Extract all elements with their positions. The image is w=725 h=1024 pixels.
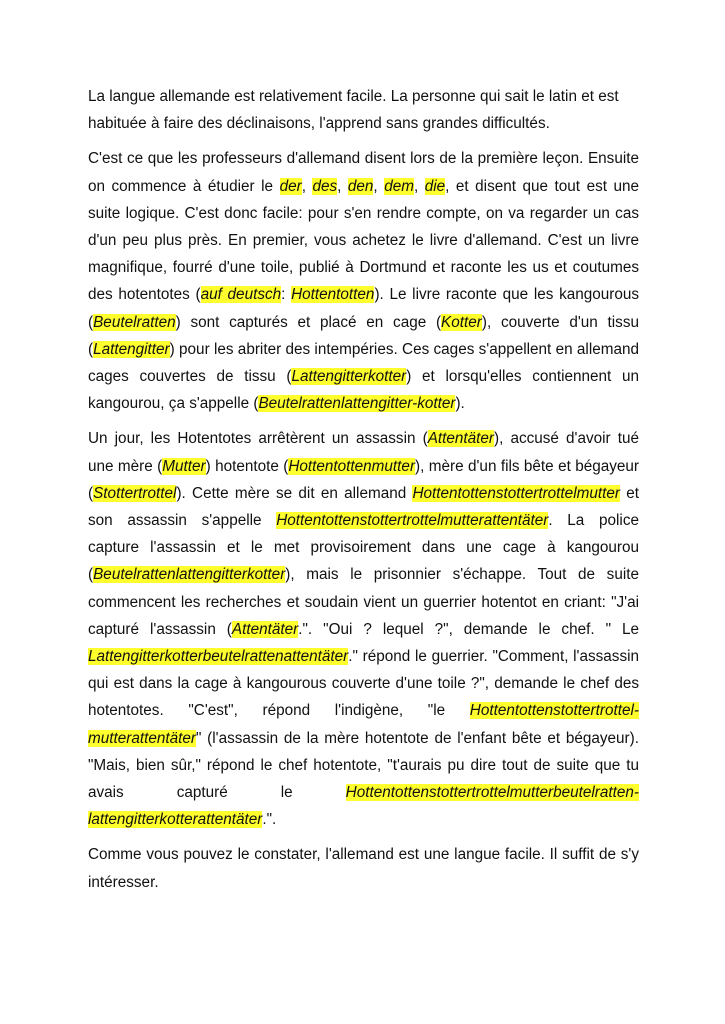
- text-run: C'est ce que les professeurs d'allemand disent lors de la première leçon. Ensuite on commence à étudier le: [88, 150, 639, 195]
- highlighted-term: Lattengitter: [93, 340, 170, 358]
- highlighted-term: Beutelratten: [93, 313, 176, 331]
- text-run: , et disent que tout est une suite logique. C'est donc facile: pour s'en rendre compte, on va regarder un cas d'un peu plus près. En premier, vous achetez le livre d'allemand. C'est un livre magnifique, fourré d'une toile, publié à Dortmund et raconte les us et coutumes des hotentotes (: [88, 177, 640, 304]
- highlighted-term: Lattengitterkotter: [291, 368, 407, 386]
- text-run: ), accusé d'avoir tué une mère (: [88, 430, 639, 475]
- text-run: ). Le livre raconte que les kangourous (: [88, 286, 640, 331]
- text-run: Comme vous pouvez le constater, l'allemand est une langue facile. Il suffit de s'y intéresser.: [88, 846, 639, 891]
- text-run: .".: [262, 811, 277, 829]
- text-run: ,: [373, 177, 385, 195]
- text-run: ,: [301, 177, 313, 195]
- highlighted-term: auf deutsch: [200, 286, 282, 304]
- highlighted-term: der: [279, 177, 302, 195]
- text-run: ), couverte d'un tissu (: [88, 313, 639, 358]
- text-run: ) et lorsqu'elles contiennent un kangourou, ça s'appelle (: [88, 368, 640, 413]
- paragraph: [88, 145, 639, 417]
- highlighted-term: Hottentottenmutter: [288, 457, 416, 475]
- highlighted-term: dem: [384, 177, 414, 195]
- text-run: Un jour, les Hotentotes arrêtèrent un assassin (: [88, 430, 428, 448]
- text-run: ) pour les abriter des intempéries. Ces cages s'appellent en allemand cages couvertes de tissu (: [88, 340, 639, 386]
- highlighted-term: Lattengitterkotterbeutelrattenattentäter: [88, 648, 349, 666]
- highlighted-term: Hottentottenstottertrottelmutterattentäter: [276, 512, 549, 530]
- highlighted-term: Hottentottenstottertrottelmutterbeutelratten-lattengitterkotterattentäter: [88, 784, 639, 829]
- text-run: La langue allemande est relativement facile. La personne qui sait le latin et est habituée à faire des déclinaisons, l'apprend sans grandes difficultés.: [88, 88, 619, 133]
- document-page: [88, 83, 639, 904]
- text-run: ,: [337, 177, 348, 195]
- highlighted-term: den: [347, 177, 374, 195]
- text-run: et son assassin s'appelle: [88, 484, 639, 530]
- text-run: ), mère d'un fils bête et bégayeur (: [88, 457, 639, 502]
- text-run: ) sont capturés et placé en cage (: [175, 313, 442, 331]
- text-run: .". "Oui ? lequel ?", demande le chef. " Le: [298, 620, 639, 638]
- text-run: . La police capture l'assassin et le met provisoirement dans une cage à kangourou (: [88, 512, 639, 584]
- text-run: ,: [413, 177, 425, 195]
- highlighted-term: Hottentotten: [291, 286, 375, 304]
- text-run: " (l'assassin de la mère hotentote de l'enfant bête et bégayeur). "Mais, bien sûr," répond le chef hotentote, "t'aurais pu dire tout de suite que tu avais capturé le: [88, 729, 639, 802]
- highlighted-term: Mutter: [162, 457, 206, 475]
- text-run: ) hotentote (: [205, 457, 289, 475]
- text-run: :: [281, 286, 292, 304]
- highlighted-term: des: [312, 177, 338, 195]
- highlighted-term: Beutelrattenlattengitter-kotter: [258, 395, 456, 413]
- highlighted-term: Hottentottenstottertrottelmutter: [412, 484, 620, 502]
- paragraph: [88, 83, 639, 137]
- highlighted-term: Kotter: [441, 313, 482, 331]
- highlighted-term: Attentäter: [427, 430, 495, 448]
- highlighted-term: Hottentottenstottertrottel-mutterattentäter: [88, 702, 639, 747]
- text-run: ." répond le guerrier. "Comment, l'assassin qui est dans la cage à kangourous couverte d'une toile ?", demande le chef des hotentotes. "C'est", répond l'indigène, "le: [88, 648, 639, 720]
- text-run: ), mais le prisonnier s'échappe. Tout de suite commencent les recherches et soudain vient un guerrier hotentot en criant: "J'ai capturé l'assassin (: [88, 566, 639, 638]
- highlighted-term: Attentäter: [231, 620, 299, 638]
- paragraph: [88, 841, 639, 895]
- highlighted-term: Beutelrattenlattengitterkotter: [93, 566, 286, 584]
- text-run: ). Cette mère se dit en allemand: [176, 484, 413, 502]
- text-run: ).: [455, 395, 465, 413]
- highlighted-term: die: [424, 177, 446, 195]
- paragraph: [88, 425, 639, 833]
- highlighted-term: Stottertrottel: [93, 484, 177, 502]
